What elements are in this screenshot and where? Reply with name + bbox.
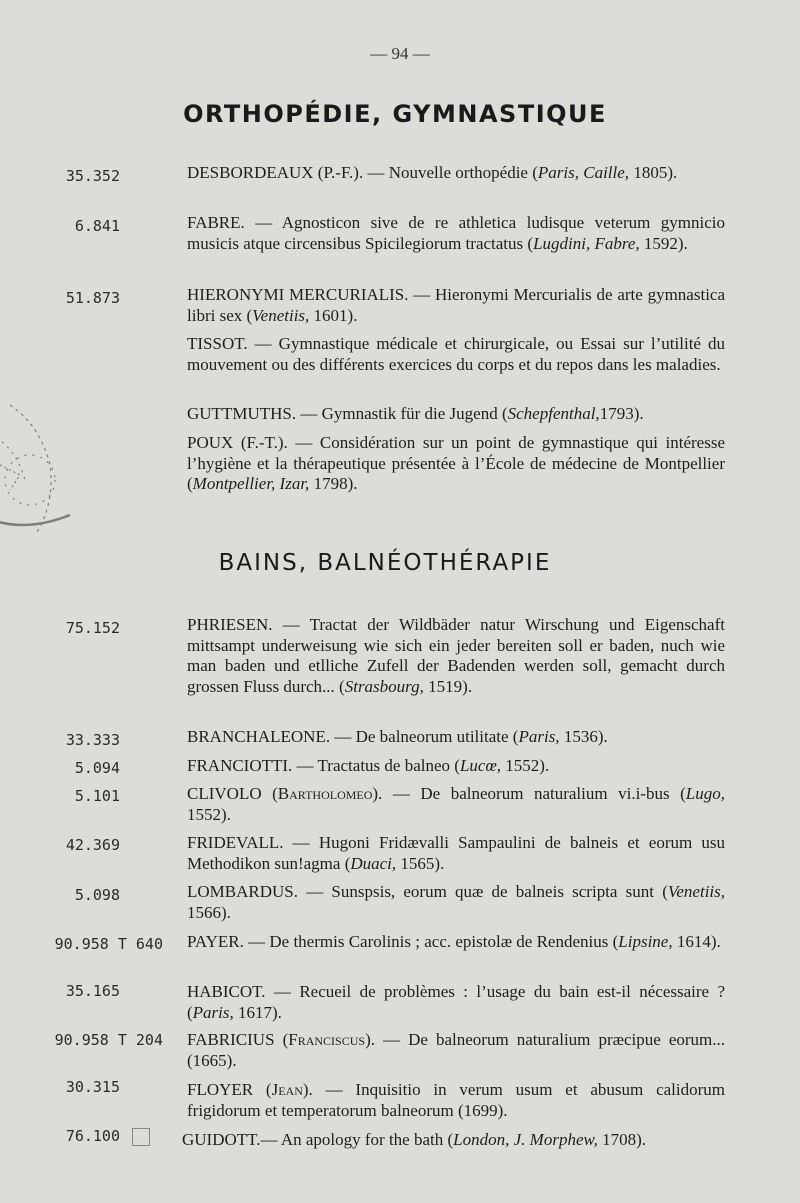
catalog-number: 51.873: [65, 289, 120, 307]
entry-text: PHRIESEN. — Tractat der Wildbäder natur Wirschung und Eigenschaft mittsampt underweisung wie sich ein jeder bereiten soll er baden, nuch wie man baden und etlliche Zufell der Badenden werden soll, gemacht durch grossen Fluss durch... (Strasbourg, 1519).: [187, 615, 725, 696]
catalog-number: 35.352: [65, 167, 120, 185]
catalog-number: 5.094: [74, 759, 120, 777]
entry-text: BRANCHALEONE. — De balneorum utilitate (Paris, 1536).: [187, 727, 608, 746]
catalog-number: 5.101: [74, 787, 120, 805]
catalog-number: 30.315: [65, 1078, 120, 1096]
catalog-number: 35.165: [65, 982, 120, 1000]
entry-text: FRIDEVALL. — Hugoni Fridævalli Sampaulini de balneis et eorum usu Methodikon sun!agma (Duaci, 1565).: [187, 833, 726, 873]
section-title-orthopedie: ORTHOPÉDIE, GYMNASTIQUE: [183, 100, 607, 128]
entry-text: GUTTMUTHS. — Gymnastik für die Jugend (Schepfenthal,1793).: [187, 404, 644, 423]
entry-text: HIERONYMI MERCURIALIS. — Hieronymi Mercurialis de arte gymnastica libri sex (Venetiis, 1601).: [187, 285, 726, 325]
entry-text: HABICOT. — Recueil de problèmes : l’usage du bain est-il nécessaire ? (Paris, 1617).: [187, 982, 725, 1022]
entry-text: CLIVOLO (Bartholomeo). — De balneorum naturalium vi.i-bus (Lugo, 1552).: [187, 784, 725, 824]
catalog-number: 5.098: [74, 886, 120, 904]
catalog-number: 90.958 T 204: [54, 1031, 163, 1049]
catalog-number: 33.333: [65, 731, 120, 749]
entry-text: FABRE. — Agnosticon sive de re athletica ludisque veterum gymnicio musicis atque circensibus Spicilegiorum tractatus (Lugdini, Fabre, 1592).: [187, 213, 726, 253]
section-title-bains: BAINS, BALNÉOTHÉRAPIE: [218, 550, 552, 576]
entry-text: GUIDOTT.— An apology for the bath (London, J. Morphew, 1708).: [182, 1130, 646, 1149]
entry-text: FLOYER (Jean). — Inquisitio in verum usum et abusum calidorum frigidorum et temperatorum balneorum (1699).: [187, 1080, 725, 1120]
catalog-number: 6.841: [74, 217, 120, 235]
entry-text: LOMBARDUS. — Sunspsis, eorum quæ de balneis scripta sunt (Venetiis, 1566).: [187, 882, 726, 922]
entry-text: PAYER. — De thermis Carolinis ; acc. epistolæ de Rendenius (Lipsine, 1614).: [187, 932, 721, 951]
catalog-number: 42.369: [65, 836, 120, 854]
entry-text: FABRICIUS (Franciscus). — De balneorum naturalium præcipue eorum... (1665).: [187, 1030, 726, 1070]
library-stamp-icon: [0, 395, 80, 545]
entry-text: POUX (F.-T.). — Considération sur un point de gymnastique qui intéresse l’hygiène et la thérapeutique présentée à l’École de médecine de Montpellier (Montpellier, Izar, 1798).: [187, 433, 726, 493]
entry-text: FRANCIOTTI. — Tractatus de balneo (Lucœ, 1552).: [187, 756, 550, 775]
catalog-number: 75.152: [65, 619, 120, 637]
page-number: — 94 —: [370, 44, 430, 63]
checkbox-mark-icon: [132, 1128, 150, 1146]
entry-text: TISSOT. — Gymnastique médicale et chirurgicale, ou Essai sur l’utilité du mouvement ou des différents exercices du corps et du repos dans les maladies.: [187, 334, 725, 374]
catalog-number: 90.958 T 640: [54, 935, 163, 953]
catalog-number: 76.100: [65, 1127, 120, 1145]
entry-text: DESBORDEAUX (P.-F.). — Nouvelle orthopédie (Paris, Caille, 1805).: [187, 163, 678, 182]
